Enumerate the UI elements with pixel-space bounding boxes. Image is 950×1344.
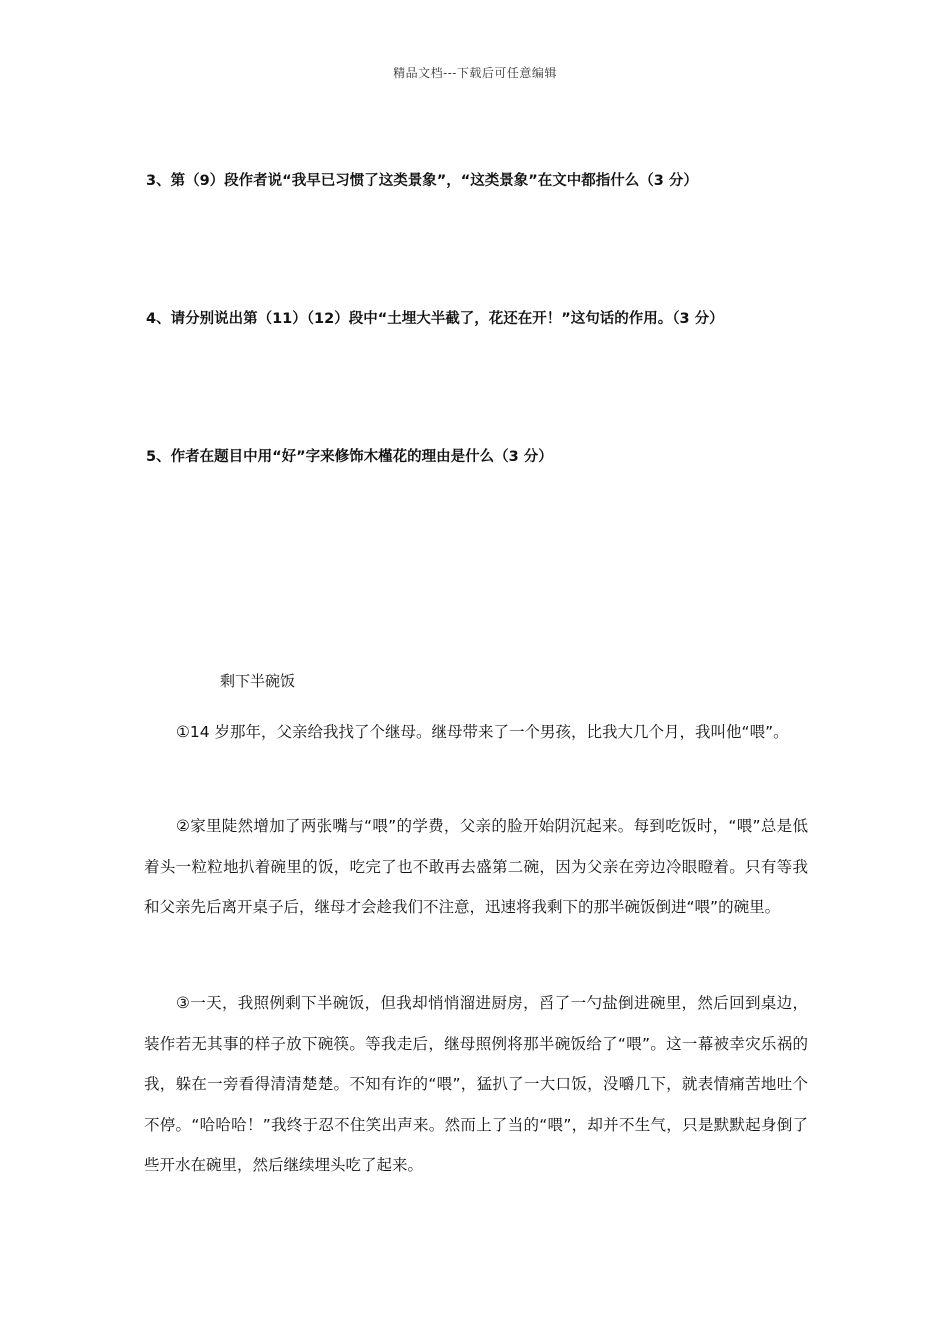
question-3: 3、第（9）段作者说“我早已习惯了这类景象”，“这类景象”在文中都指什么（3 分）	[146, 173, 698, 189]
page-header: 精品文档---下载后可任意编辑	[393, 66, 557, 80]
question-4: 4、请分别说出第（11）（12）段中“土埋大半截了，花还在开！”这句话的作用。（3 分）	[146, 311, 724, 327]
story-paragraph-3: ③一天，我照例剩下半碗饭，但我却悄悄溜进厨房，舀了一勺盐倒进碗里，然后回到桌边，装作若无其事的样子放下碗筷。等我走后，继母照例将那半碗饭给了“喂”。这一幕被幸灾乐祸的我，躲在一旁看得清清楚楚。不知有诈的“喂”，猛扒了一大口饭，没嚼几下，就表情痛苦地吐个不停。“哈哈哈！”我终于忍不住笑出声来。然而上了当的“喂”，却并不生气，只是默默起身倒了些开水在碗里，然后继续埋头吃了起来。	[144, 994, 808, 1174]
question-5: 5、作者在题目中用“好”字来修饰木槿花的理由是什么（3 分）	[146, 449, 553, 465]
story-paragraph-2: ②家里陡然增加了两张嘴与“喂”的学费，父亲的脸开始阴沉起来。每到吃饭时，“喂”总是低着头一粒粒地扒着碗里的饭，吃完了也不敢再去盛第二碗，因为父亲在旁边冷眼瞪着。只有等我和父亲先后离开桌子后，继母才会趁我们不注意，迅速将我剩下的那半碗饭倒进“喂”的碗里。	[144, 817, 808, 916]
story-paragraph-1: ①14 岁那年，父亲给我找了个继母。继母带来了一个男孩，比我大几个月，我叫他“喂”。	[176, 723, 789, 741]
story-title: 剩下半碗饭	[220, 672, 296, 690]
